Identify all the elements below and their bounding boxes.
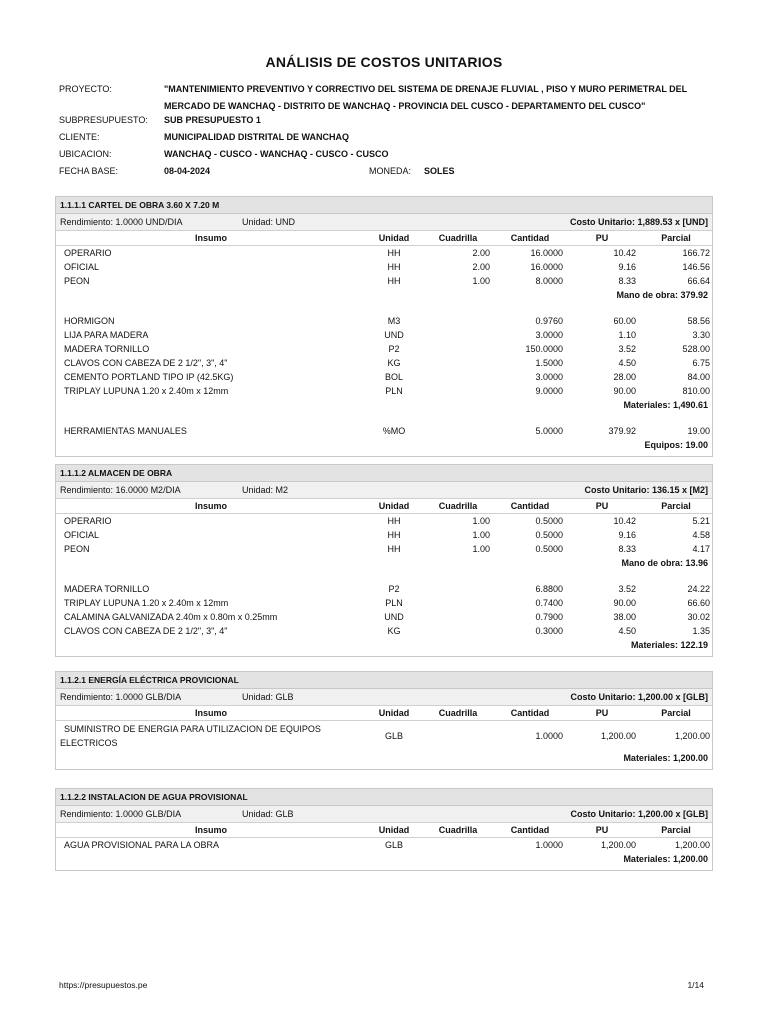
cell-pu: 10.42	[613, 248, 636, 258]
col-parcial: Parcial	[661, 825, 691, 835]
column-header	[56, 499, 712, 514]
cell-parcial: 5.21	[692, 516, 710, 526]
table-row	[56, 542, 712, 556]
table-row	[56, 246, 712, 260]
apu-block-energia	[55, 671, 713, 770]
subtotal-materiales: Materiales: 1,200.00	[623, 753, 708, 763]
table-row	[56, 582, 712, 596]
cell-pu: 1,200.00	[600, 840, 636, 850]
cell-pu: 8.33	[618, 544, 636, 554]
block-title: 1.1.1.2 ALMACEN DE OBRA	[56, 465, 712, 482]
subtotal-materiales: Materiales: 122.19	[630, 640, 708, 650]
cell-unidad: UND	[384, 330, 404, 340]
subtotal-mano-obra: Mano de obra: 13.96	[621, 558, 708, 568]
footer-url[interactable]: https://presupuestos.pe	[59, 980, 148, 990]
cell-unidad: PLN	[385, 386, 403, 396]
col-pu: PU	[595, 708, 609, 718]
col-cuadrilla: Cuadrilla	[438, 825, 478, 835]
table-row	[56, 838, 712, 852]
cell-cantidad: 16.0000	[530, 248, 563, 258]
block-title: 1.1.1.1 CARTEL DE OBRA 3.60 X 7.20 M	[56, 197, 712, 214]
cell-cantidad: 1.0000	[535, 731, 563, 741]
subtotal-mano-obra: Mano de obra: 379.92	[616, 290, 708, 300]
col-insumo: Insumo	[194, 501, 227, 511]
cell-insumo: OFICIAL	[64, 262, 100, 272]
table-row	[56, 384, 712, 398]
cell-cantidad: 0.5000	[535, 516, 563, 526]
col-unidad: Unidad	[378, 825, 410, 835]
cell-cuadrilla: 1.00	[472, 530, 490, 540]
proyecto-value	[164, 81, 728, 115]
cell-cuadrilla: 1.00	[472, 276, 490, 286]
cell-unidad: HH	[387, 530, 401, 540]
cell-insumo: OPERARIO	[64, 516, 112, 526]
block-subheader	[56, 482, 712, 499]
col-unidad: Unidad	[378, 233, 410, 243]
cell-unidad: BOL	[384, 372, 403, 382]
col-cantidad: Cantidad	[510, 233, 550, 243]
apu-block-agua	[55, 788, 713, 871]
col-cuadrilla: Cuadrilla	[438, 233, 478, 243]
cell-parcial: 19.00	[687, 426, 710, 436]
table-row	[56, 314, 712, 328]
table-row	[56, 514, 712, 528]
cell-cantidad: 6.8800	[535, 584, 563, 594]
subtotal-materiales: Materiales: 1,200.00	[623, 854, 708, 864]
cell-parcial: 146.56	[682, 262, 710, 272]
col-cuadrilla: Cuadrilla	[438, 708, 478, 718]
unidad-label: Unidad: UND	[242, 217, 296, 227]
cell-parcial: 66.64	[687, 276, 710, 286]
cell-unidad: GLB	[384, 731, 403, 741]
cell-unidad: KG	[387, 358, 401, 368]
cell-unidad: P2	[388, 344, 400, 354]
unidad-label: Unidad: GLB	[242, 692, 294, 702]
cell-insumo-line-1: SUMINISTRO DE ENERGIA PARA UTILIZACION DE EQUIPOS	[64, 724, 321, 734]
cell-insumo: MADERA TORNILLO	[64, 344, 150, 354]
fecha-value: 08-04-2024	[164, 166, 211, 176]
column-header	[56, 231, 712, 246]
costo-unitario: Costo Unitario: 136.15 x [M2]	[584, 485, 708, 495]
table-row	[56, 356, 712, 370]
proyecto-line-1: "MANTENIMIENTO PREVENTIVO Y CORRECTIVO DEL SISTEMA DE DRENAJE FLUVIAL , PISO Y MURO PERIMETRAL DEL	[164, 84, 688, 94]
cell-insumo: CALAMINA GALVANIZADA 2.40m x 0.80m x 0.25mm	[64, 612, 278, 622]
moneda-label: MONEDA:	[369, 166, 412, 176]
cell-pu: 10.42	[613, 516, 636, 526]
cell-insumo: MADERA TORNILLO	[64, 584, 150, 594]
cell-cantidad: 1.0000	[535, 840, 563, 850]
block-subheader	[56, 806, 712, 823]
cell-unidad: KG	[387, 626, 401, 636]
cell-insumo: CEMENTO PORTLAND TIPO IP (42.5KG)	[64, 372, 234, 382]
cell-parcial: 84.00	[687, 372, 710, 382]
cell-parcial: 66.60	[687, 598, 710, 608]
col-insumo: Insumo	[194, 708, 227, 718]
cell-insumo-line-2: ELECTRICOS	[60, 738, 118, 748]
cell-insumo	[60, 722, 354, 750]
cell-parcial: 4.58	[692, 530, 710, 540]
cell-cantidad: 8.0000	[535, 276, 563, 286]
column-header	[56, 706, 712, 721]
cell-cantidad: 0.7900	[535, 612, 563, 622]
ubicacion-value: WANCHAQ - CUSCO - WANCHAQ - CUSCO - CUSCO	[164, 149, 389, 159]
cell-pu: 9.16	[618, 530, 636, 540]
block-title: 1.1.2.2 INSTALACION DE AGUA PROVISIONAL	[56, 789, 712, 806]
cell-pu: 379.92	[608, 426, 636, 436]
cell-insumo: TRIPLAY LUPUNA 1.20 x 2.40m x 12mm	[64, 386, 229, 396]
cell-insumo: PEON	[64, 544, 90, 554]
fecha-label: FECHA BASE:	[59, 166, 119, 176]
cell-pu: 38.00	[613, 612, 636, 622]
unidad-label: Unidad: M2	[242, 485, 289, 495]
cell-unidad: GLB	[384, 840, 403, 850]
col-parcial: Parcial	[661, 708, 691, 718]
costo-unitario: Costo Unitario: 1,889.53 x [UND]	[569, 217, 708, 227]
cell-pu: 28.00	[613, 372, 636, 382]
cell-cantidad: 9.0000	[535, 386, 563, 396]
cell-pu: 90.00	[613, 598, 636, 608]
cell-insumo: CLAVOS CON CABEZA DE 2 1/2", 3", 4"	[64, 626, 228, 636]
cell-cantidad: 3.0000	[535, 372, 563, 382]
cell-parcial: 1,200.00	[674, 731, 710, 741]
table-row	[56, 624, 712, 638]
costo-unitario: Costo Unitario: 1,200.00 x [GLB]	[570, 692, 708, 702]
cell-unidad: HH	[387, 262, 401, 272]
col-insumo: Insumo	[194, 233, 227, 243]
cell-pu: 60.00	[613, 316, 636, 326]
cell-cuadrilla: 1.00	[472, 544, 490, 554]
proyecto-line-2: MERCADO DE WANCHAQ - DISTRITO DE WANCHAQ - PROVINCIA DEL CUSCO - DEPARTAMENTO DEL CUSCO"	[164, 101, 646, 111]
table-row	[56, 596, 712, 610]
cell-unidad: UND	[384, 612, 404, 622]
subpresupuesto-label: SUBPRESUPUESTO:	[59, 115, 148, 125]
col-cuadrilla: Cuadrilla	[438, 501, 478, 511]
cell-cuadrilla: 1.00	[472, 516, 490, 526]
cell-unidad: M3	[387, 316, 401, 326]
block-subheader	[56, 214, 712, 231]
cell-pu: 9.16	[618, 262, 636, 272]
cell-cantidad: 0.5000	[535, 530, 563, 540]
table-row	[56, 370, 712, 384]
cell-cantidad: 0.7400	[535, 598, 563, 608]
cell-insumo: OPERARIO	[64, 248, 112, 258]
apu-block-cartel	[55, 196, 713, 457]
col-cantidad: Cantidad	[510, 501, 550, 511]
ubicacion-label: UBICACION:	[59, 149, 112, 159]
cell-parcial: 1,200.00	[674, 840, 710, 850]
cell-unidad: HH	[387, 544, 401, 554]
rendimiento: Rendimiento: 1.0000 GLB/DIA	[60, 692, 182, 702]
subpresupuesto-value: SUB PRESUPUESTO 1	[164, 115, 261, 125]
subtotal-equipos: Equipos: 19.00	[644, 440, 708, 450]
col-unidad: Unidad	[378, 501, 410, 511]
cliente-value: MUNICIPALIDAD DISTRITAL DE WANCHAQ	[164, 132, 349, 142]
col-pu: PU	[595, 233, 609, 243]
block-title: 1.1.2.1 ENERGÍA ELÉCTRICA PROVICIONAL	[56, 672, 712, 689]
cell-cantidad: 16.0000	[530, 262, 563, 272]
cell-parcial: 3.30	[692, 330, 710, 340]
cell-pu: 3.52	[618, 344, 636, 354]
cell-insumo: HORMIGON	[64, 316, 115, 326]
cell-unidad: HH	[387, 516, 401, 526]
cell-parcial: 30.02	[687, 612, 710, 622]
cell-insumo: LIJA PARA MADERA	[64, 330, 149, 340]
apu-block-almacen	[55, 464, 713, 657]
cell-cantidad: 0.5000	[535, 544, 563, 554]
cliente-label: CLIENTE:	[59, 132, 100, 142]
cell-pu: 90.00	[613, 386, 636, 396]
col-pu: PU	[595, 825, 609, 835]
proyecto-label: PROYECTO:	[59, 84, 112, 94]
cell-insumo: OFICIAL	[64, 530, 100, 540]
cell-unidad: PLN	[385, 598, 403, 608]
cell-insumo: AGUA PROVISIONAL PARA LA OBRA	[64, 840, 220, 850]
column-header	[56, 823, 712, 838]
table-row	[56, 528, 712, 542]
cell-cantidad: 150.0000	[525, 344, 563, 354]
table-row	[56, 610, 712, 624]
rendimiento: Rendimiento: 1.0000 UND/DIA	[60, 217, 183, 227]
rendimiento: Rendimiento: 16.0000 M2/DIA	[60, 485, 181, 495]
cell-cuadrilla: 2.00	[472, 262, 490, 272]
cell-cantidad: 0.3000	[535, 626, 563, 636]
col-insumo: Insumo	[194, 825, 227, 835]
cell-unidad: HH	[387, 276, 401, 286]
col-parcial: Parcial	[661, 501, 691, 511]
table-row	[56, 721, 712, 751]
cell-cantidad: 1.5000	[535, 358, 563, 368]
cell-pu: 3.52	[618, 584, 636, 594]
cell-pu: 1.10	[618, 330, 636, 340]
cell-parcial: 24.22	[687, 584, 710, 594]
cell-cuadrilla: 2.00	[472, 248, 490, 258]
cell-parcial: 6.75	[692, 358, 710, 368]
cell-unidad: %MO	[382, 426, 406, 436]
table-row	[56, 260, 712, 274]
costo-unitario: Costo Unitario: 1,200.00 x [GLB]	[570, 809, 708, 819]
cell-cantidad: 5.0000	[535, 426, 563, 436]
cell-pu: 8.33	[618, 276, 636, 286]
cell-insumo: PEON	[64, 276, 90, 286]
block-subheader	[56, 689, 712, 706]
cell-insumo: CLAVOS CON CABEZA DE 2 1/2", 3", 4"	[64, 358, 228, 368]
cell-unidad: HH	[387, 248, 401, 258]
cell-parcial: 810.00	[682, 386, 710, 396]
cell-insumo: HERRAMIENTAS MANUALES	[64, 426, 187, 436]
subtotal-materiales: Materiales: 1,490.61	[623, 400, 708, 410]
col-parcial: Parcial	[661, 233, 691, 243]
rendimiento: Rendimiento: 1.0000 GLB/DIA	[60, 809, 182, 819]
cell-parcial: 166.72	[682, 248, 710, 258]
unidad-label: Unidad: GLB	[242, 809, 294, 819]
cell-cantidad: 0.9760	[535, 316, 563, 326]
cell-parcial: 1.35	[692, 626, 710, 636]
cell-pu: 1,200.00	[600, 731, 636, 741]
cell-insumo: TRIPLAY LUPUNA 1.20 x 2.40m x 12mm	[64, 598, 229, 608]
cell-pu: 4.50	[618, 626, 636, 636]
cell-parcial: 4.17	[692, 544, 710, 554]
table-row	[56, 274, 712, 288]
col-pu: PU	[595, 501, 609, 511]
cell-parcial: 58.56	[687, 316, 710, 326]
cell-cantidad: 3.0000	[535, 330, 563, 340]
table-row	[56, 424, 712, 438]
col-cantidad: Cantidad	[510, 825, 550, 835]
col-unidad: Unidad	[378, 708, 410, 718]
page-title: ANÁLISIS DE COSTOS UNITARIOS	[265, 54, 503, 70]
table-row	[56, 342, 712, 356]
table-row	[56, 328, 712, 342]
moneda-value: SOLES	[424, 166, 455, 176]
cell-pu: 4.50	[618, 358, 636, 368]
cell-parcial: 528.00	[682, 344, 710, 354]
page-number: 1/14	[687, 980, 704, 990]
col-cantidad: Cantidad	[510, 708, 550, 718]
cell-unidad: P2	[388, 584, 400, 594]
